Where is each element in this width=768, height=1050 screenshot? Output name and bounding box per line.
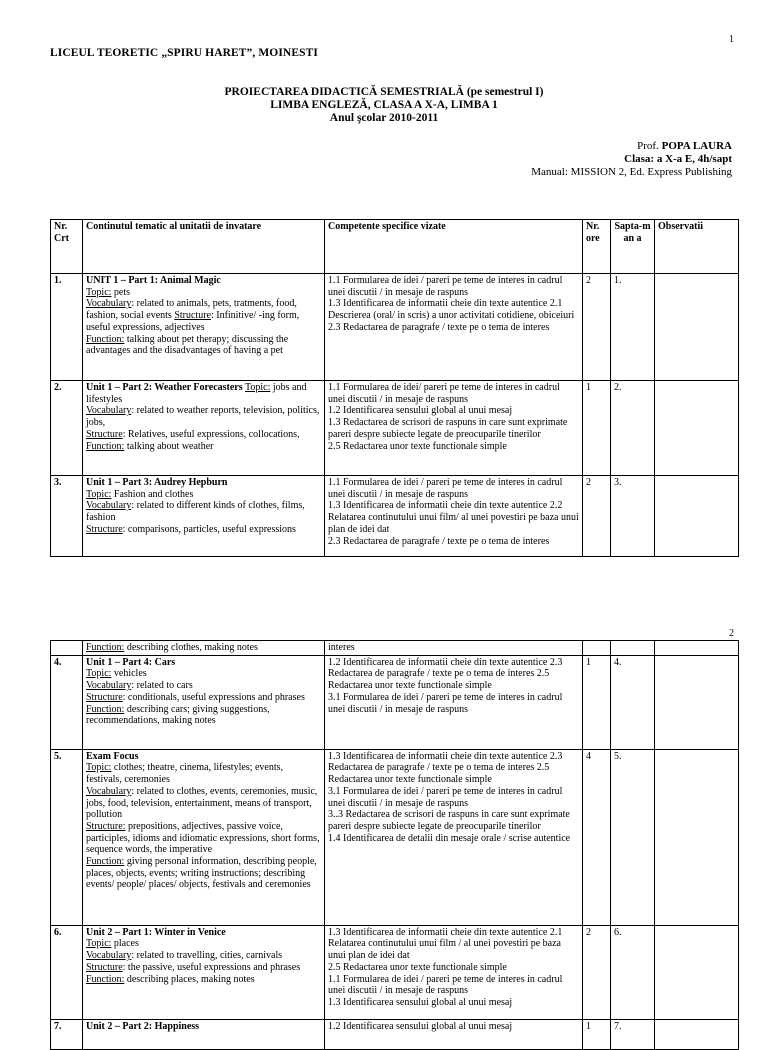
prof-name: POPA LAURA xyxy=(661,140,732,152)
cell-nr: 7. xyxy=(51,1019,83,1049)
header-competente: Competente specifice vizate xyxy=(325,220,583,274)
table-row xyxy=(51,381,739,476)
topic-text: places xyxy=(113,938,139,950)
table-row-continuation xyxy=(51,641,739,656)
vocabulary-line xyxy=(86,950,321,962)
topic-line xyxy=(86,489,321,501)
structure-label: Structure xyxy=(86,428,123,440)
cell-ore: 4 xyxy=(583,749,611,925)
class-info: Clasa: a X-a E, 4h/sapt xyxy=(624,153,732,165)
structure-text: : conditionals, useful expressions and phrases xyxy=(122,691,305,703)
vocabulary-text: : related to weather reports, television, politics, jobs, xyxy=(86,405,320,429)
vocabulary-label: Vocabulary xyxy=(86,950,132,962)
topic-text: pets xyxy=(113,286,131,298)
header-observatii: Observatii xyxy=(655,220,739,274)
function-line xyxy=(86,441,321,453)
cell-competente: 1.2 Identificarea sensului global al unui mesaj xyxy=(325,1019,583,1049)
vocabulary-label: Vocabulary xyxy=(86,680,132,692)
cell-nr xyxy=(51,641,83,656)
structure-line xyxy=(86,962,321,974)
structure-line xyxy=(86,429,321,441)
vocabulary-label: Vocabulary xyxy=(86,298,132,310)
cell-content xyxy=(83,476,325,557)
function-line xyxy=(86,334,321,357)
function-label: Function: xyxy=(86,856,125,868)
topic-text: clothes; theatre, cinema, lifestyles; events, festivals, ceremonies xyxy=(86,762,284,786)
table-header-row xyxy=(51,220,739,274)
vocabulary-text: : related to cars xyxy=(131,680,193,692)
vocabulary-line xyxy=(86,786,321,821)
function-line xyxy=(86,856,321,891)
vocabulary-label: Vocabulary xyxy=(86,785,132,797)
cell-ore: 1 xyxy=(583,1019,611,1049)
title-line: Anul şcolar 2010-2011 xyxy=(329,112,439,124)
function-label: Function: xyxy=(86,703,125,715)
structure-line: Structure: prepositions, adjectives, passive voice, participles, idioms and idiomatic expressions, short forms, sequence words, the imperative xyxy=(86,820,320,856)
table-row xyxy=(51,655,739,749)
function-text: giving personal information, describing people, places, objects, events; writing instructions; describing events/ people/ places/ objects, festivals and ceremonies xyxy=(86,856,317,891)
structure-label: Structure xyxy=(86,820,123,832)
function-line xyxy=(86,974,321,986)
cell-ore: 2 xyxy=(583,476,611,557)
table-row xyxy=(51,925,739,1019)
topic-label: Topic: xyxy=(86,668,112,680)
unit-title: Exam Focus xyxy=(86,750,139,762)
cell-observatii xyxy=(655,476,739,557)
unit-title: Unit 1 – Part 4: Cars xyxy=(86,656,176,668)
cell-saptamana xyxy=(611,641,655,656)
vocabulary-label: Vocabulary xyxy=(86,500,132,512)
cell-ore: 1 xyxy=(583,381,611,476)
header-ore: Nr. ore xyxy=(583,220,611,274)
cell-observatii xyxy=(655,925,739,1019)
topic-label: Topic: xyxy=(86,488,112,500)
plan-table-page2 xyxy=(50,640,739,1050)
cell-saptamana: 6. xyxy=(611,925,655,1019)
cell-nr: 5. xyxy=(51,749,83,925)
vocabulary-text: : related to clothes, events, ceremonies, music, jobs, food, television, entertainment, means of transport, pollution xyxy=(86,785,318,821)
structure-label: Structure xyxy=(86,691,123,703)
function-label: Function: xyxy=(86,440,125,452)
cell-observatii xyxy=(655,274,739,381)
header-nr: Nr. Crt xyxy=(51,220,83,274)
cell-saptamana: 1. xyxy=(611,274,655,381)
structure-text: : comparisons, particles, useful expressions xyxy=(122,523,296,535)
page-break xyxy=(0,568,768,624)
topic-line xyxy=(86,762,321,785)
topic-line xyxy=(86,287,321,299)
topic-label: Topic: xyxy=(86,286,112,298)
teacher-info xyxy=(531,140,732,179)
topic-text: jobs and lifestyles xyxy=(86,382,307,405)
document-title xyxy=(0,86,768,125)
table-row xyxy=(51,749,739,925)
structure-text: : Infinitive/ -ing form, useful expressions, adjectives xyxy=(86,310,300,333)
cell-competente: interes xyxy=(325,641,583,656)
cell-content xyxy=(83,641,325,656)
cell-nr: 1. xyxy=(51,274,83,381)
table-row xyxy=(51,476,739,557)
cell-content xyxy=(83,274,325,381)
cell-ore: 2 xyxy=(583,274,611,381)
topic-line xyxy=(86,668,321,680)
header-content: Continutul tematic al unitatii de invatare xyxy=(83,220,325,274)
function-line xyxy=(86,704,321,727)
cell-competente: 1.3 Identificarea de informatii cheie din texte autentice 2.3 Redactarea de paragrafe / texte pe o tema de interes 2.5 Redactarea unor texte functionale simple 3.1 Formularea de idei / pareri pe teme de interes in cadrul unei discutii / in mesaje de raspuns 3..3 Redactarea de scrisori de raspuns in care sunt exprimate pareri despre subiecte legate de preocuparile tinerilor 1.4 Identificarea de detalii din mesaje orale / scrise autentice xyxy=(325,749,583,925)
vocabulary-label: Vocabulary xyxy=(86,405,132,417)
topic-label: Topic: xyxy=(86,938,112,950)
table-row xyxy=(51,274,739,381)
topic-text: Fashion and clothes xyxy=(113,488,194,500)
topic-label: Topic: xyxy=(86,762,112,774)
teacher-line xyxy=(531,140,732,153)
structure-text: : Relatives, useful expressions, collocations, xyxy=(122,428,300,440)
vocabulary-text: : related to different kinds of clothes, films, fashion xyxy=(86,500,305,524)
manual-info: Manual: MISSION 2, Ed. Express Publishing xyxy=(531,166,732,178)
unit-title: Unit 1 – Part 3: Audrey Hepburn xyxy=(86,477,228,488)
cell-content xyxy=(83,655,325,749)
cell-observatii xyxy=(655,655,739,749)
plan-table-page1 xyxy=(50,219,739,557)
cell-competente: 1.3 Identificarea de informatii cheie din texte autentice 2.1 Relatarea continutului unui film / al unei povestiri pe baza unui plan de idei dat 2.5 Redactarea unor texte functionale simple 1.1 Formularea de idei / pareri pe teme de interes in cadrul unei discutii / in mesaje de raspuns 1.3 Identificarea sensului global al unui mesaj xyxy=(325,925,583,1019)
cell-competente: 1.1 Formularea de idei / pareri pe teme de interes in cadrul unei discutii / in mesaje de raspuns 1.3 Identificarea de informatii cheie din texte autentice 2.1 Descrierea (oral/ in scris) a unor activitati cotidiene, obiceiuri 2.3 Redactarea de paragrafe / texte pe o tema de interes xyxy=(325,274,583,381)
structure-text: : the passive, useful expressions and phrases xyxy=(122,961,301,973)
page-number: 2 xyxy=(729,628,734,639)
cell-content xyxy=(83,381,325,476)
cell-competente: 1.1 Formularea de idei/ pareri pe teme de interes in cadrul unei discutii / in mesaje de raspuns 1.2 Identificarea sensului global al unui mesaj 1.3 Redactarea de scrisori de raspuns in care sunt exprimate pareri despre subiecte legate de preocuparile tinerilor 2.5 Redactarea unor texte functionale simple xyxy=(325,381,583,476)
header-saptamana: Sapta-m an a xyxy=(611,220,655,274)
cell-saptamana: 5. xyxy=(611,749,655,925)
unit-title: Unit 1 – Part 2: Weather Forecasters xyxy=(86,382,243,393)
cell-competente: 1.1 Formularea de idei / pareri pe teme de interes in cadrul unei discutii / in mesaje de raspuns 1.3 Identificarea de informatii cheie din texte autentice 2.2 Relatarea continutului unui film/ al unei povestiri pe baza unui plan de idei dat 2.3 Redactarea de paragrafe / texte pe o tema de interes xyxy=(325,476,583,557)
cell-observatii xyxy=(655,381,739,476)
function-text: describing cars; giving suggestions, recommendations, making notes xyxy=(86,703,270,727)
function-text: talking about pet therapy; discussing the advantages and the disadvantages of having a pet xyxy=(86,333,289,357)
cell-saptamana: 3. xyxy=(611,476,655,557)
cell-content xyxy=(83,925,325,1019)
vocabulary-line xyxy=(86,680,321,692)
function-text: describing places, making notes xyxy=(126,973,255,985)
cell-saptamana: 4. xyxy=(611,655,655,749)
cell-ore: 2 xyxy=(583,925,611,1019)
cell-competente: 1.2 Identificarea de informatii cheie din texte autentice 2.3 Redactarea de paragrafe / texte pe o tema de interes 2.5 Redactarea unor texte functionale simple 3.1 Formularea de idei / pareri pe teme de interes in cadrul unei discutii / in mesaje de raspuns xyxy=(325,655,583,749)
cell-saptamana: 7. xyxy=(611,1019,655,1049)
cell-saptamana: 2. xyxy=(611,381,655,476)
unit-title: Unit 2 – Part 1: Winter in Venice xyxy=(86,926,226,938)
school-name: LICEUL TEORETIC „SPIRU HARET”, MOINESTI xyxy=(50,47,318,59)
structure-line xyxy=(86,692,321,704)
structure-line xyxy=(86,524,321,536)
unit-title-line xyxy=(86,382,321,405)
function-label: Function: xyxy=(86,333,125,345)
cell-nr: 6. xyxy=(51,925,83,1019)
cell-ore: 1 xyxy=(583,655,611,749)
topic-line xyxy=(86,938,321,950)
page-number: 1 xyxy=(729,34,734,45)
cell-content xyxy=(83,749,325,925)
cell-observatii xyxy=(655,641,739,656)
unit-title: UNIT 1 – Part 1: Animal Magic xyxy=(86,275,221,286)
topic-label: Topic: xyxy=(244,382,271,393)
cell-nr: 2. xyxy=(51,381,83,476)
topic-text: vehicles xyxy=(113,668,147,680)
vocabulary-text: : related to animals, pets, tratments, food, fashion, social events xyxy=(86,298,297,322)
prof-label: Prof. xyxy=(637,140,662,152)
structure-label: Structure xyxy=(174,310,211,322)
structure-label: Structure xyxy=(86,523,123,535)
cell-observatii xyxy=(655,749,739,925)
title-line: LIMBA ENGLEZĂ, CLASA A X-A, LIMBA 1 xyxy=(270,99,498,111)
structure-text: prepositions, adjectives, passive voice, participles, idioms and idiomatic expressions, short forms, sequence words, the imperative xyxy=(86,820,320,856)
vocabulary-text: : related to travelling, cities, carnivals xyxy=(131,950,283,962)
function-text: talking about weather xyxy=(126,440,214,452)
structure-label: Structure xyxy=(86,961,123,973)
function-text: describing clothes, making notes xyxy=(126,642,258,653)
vocabulary-line xyxy=(86,405,321,428)
unit-title: Unit 2 – Part 2: Happiness xyxy=(86,1020,200,1032)
vocabulary-line xyxy=(86,500,321,523)
cell-nr: 4. xyxy=(51,655,83,749)
vocabulary-line xyxy=(86,298,321,333)
function-label: Function: xyxy=(86,642,125,653)
cell-ore xyxy=(583,641,611,656)
function-label: Function: xyxy=(86,973,125,985)
title-line: PROIECTAREA DIDACTICĂ SEMESTRIALĂ (pe semestrul I) xyxy=(224,86,544,98)
cell-nr: 3. xyxy=(51,476,83,557)
